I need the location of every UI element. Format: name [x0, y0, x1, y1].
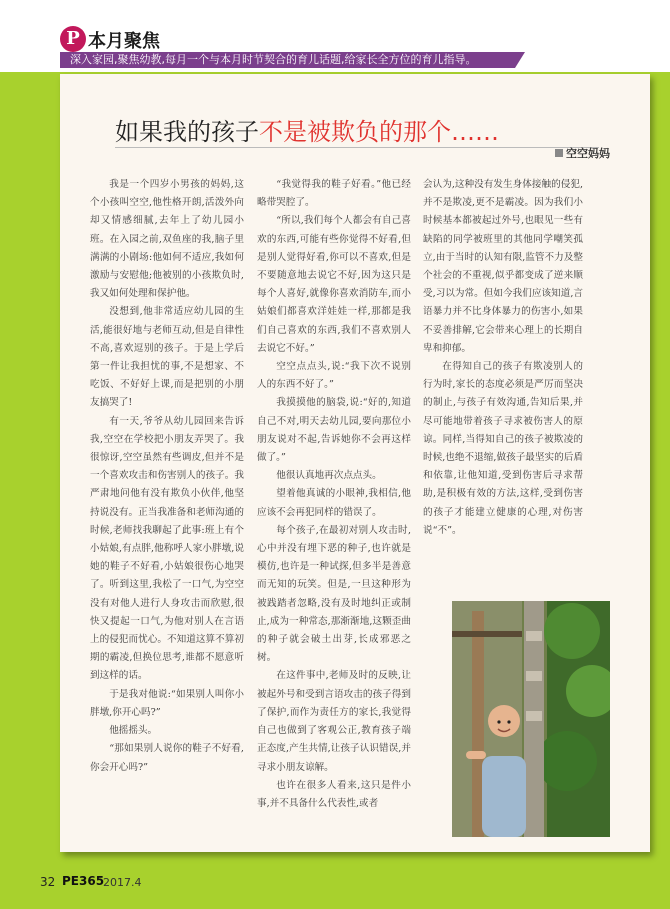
paragraph: 在这件事中,老师及时的反映,让被起外号和受到言语攻击的孩子得到了保护,而作为责任方的家长,我觉得自己也做到了客观公正,教育孩子端正态度,产生共情,让孩子认识错误,并寻求小朋友谅解。: [257, 670, 411, 773]
paragraph: 于是我对他说:“如果别人叫你小胖墩,你开心吗?”: [90, 688, 244, 718]
issue-date: 2017.4: [103, 876, 142, 889]
paragraph: 我是一个四岁小男孩的妈妈,这个小孩叫空空,他性格开朗,活泼外向却又情感细腻,去年上了幼儿园小班。在入园之前,双鱼座的我,脑子里满满的小剧场:他如何不适应,我如何激励与安慰他;他被别的小孩欺负时,我又如何处理和保护他。: [90, 179, 244, 300]
title-rule: [115, 147, 599, 148]
paragraph: “我觉得我的鞋子好看。”他已经略带哭腔了。: [257, 179, 411, 209]
paragraph: 每个孩子,在最初对别人攻击时,心中并没有埋下恶的种子,也许就是模仿,也许是一种试探,但多半是善意而无知的玩笑。但是,一旦这种形为被践踏者忽略,没有及时地纠正或制止,成为一种常态,那渐渐地,这颗歪曲的种子就会破土出芽,长成邪恶之树。: [257, 524, 411, 664]
paragraph: 我摸摸他的脑袋,说:“好的,知道自己不对,明天去幼儿园,要向那位小朋友说对不起,告诉她你不会再这样做了。”: [257, 397, 411, 464]
article-paper: [60, 74, 650, 852]
text-column-1: [90, 176, 244, 777]
section-title: 本月聚焦: [88, 31, 160, 52]
child-photo: [452, 601, 610, 837]
author-byline: [555, 145, 610, 161]
paragraph: 也许在很多人看来,这只是件小事,并不具备什么代表性,或者: [257, 779, 411, 809]
article-title: [115, 112, 499, 147]
page-header: [0, 0, 670, 72]
text-column-2: [257, 176, 411, 813]
title-highlight: 不是被欺负的那个……: [259, 118, 499, 146]
child-photo-illustration: [452, 601, 610, 837]
tagline-arrow: [515, 52, 525, 68]
magazine-name: PE365: [62, 874, 105, 888]
paragraph: 空空点点头,说:“我下次不说别人的东西不好了。”: [257, 361, 411, 391]
paragraph: 他很认真地再次点点头。: [276, 470, 382, 482]
text-column-3: [423, 176, 583, 540]
paragraph: 会认为,这种没有发生身体接触的侵犯,并不是欺凌,更不是霸凌。因为我们小时候基本都被起过外号,也眼见一些有缺陷的同学被班里的其他同学嘲笑孤立,由于当时的认知有限,监管不力及整个社会的不重视,似乎都变成了逆来顺受,习以为常。但如今我们应该知道,言语暴力并不比身体暴力的伤害小,如果不妥善排解,它会带来心理上的长期自卑和抑郁。: [423, 179, 583, 354]
paragraph: “所以,我们每个人都会有自己喜欢的东西,可能有些你觉得不好看,但是别人觉得好看,你可以不喜欢,但是不要随意地去说它不好,因为这只是每个人喜好,就像你喜欢消防车,而小姑娘们都喜欢洋娃娃一样,那都是我们自己喜欢的东西,我们不喜欢别人去说它不好。”: [257, 215, 411, 354]
paragraph: 他摇摇头。: [109, 725, 158, 737]
paragraph: 望着他真诚的小眼神,我相信,他应该不会再犯同样的错误了。: [257, 488, 411, 518]
author-name: 空空妈妈: [566, 147, 610, 160]
paragraph: 在得知自己的孩子有欺凌别人的行为时,家长的态度必须是严厉而坚决的制止,与孩子有效沟通,告知后果,并尽可能地带着孩子寻求被伤害人的原谅。同样,当得知自己的孩子被欺凌的时候,也绝不退缩,做孩子最坚实的后盾和依靠,让他知道,受到伤害后寻求帮助,是积极有效的方法,这样,受到伤害的孩子才能建立健康的心理,对伤害说“不”。: [423, 361, 583, 536]
paragraph: 没想到,他非常适应幼儿园的生活,能很好地与老师互动,但是自律性不高,喜欢逗别的孩子。于是上学后第一件让我担忧的事,不是想家、不吃饭、不好好上课,而是把别的小朋友搞哭了!: [90, 306, 244, 409]
paragraph: “那如果别人说你的鞋子不好看,你会开心吗?”: [90, 743, 244, 773]
title-prefix: 如果我的孩子: [115, 118, 259, 146]
author-square-icon: [555, 149, 563, 157]
page-number: 32: [40, 875, 56, 889]
section-logo: P: [60, 26, 86, 52]
section-tagline: 深入家园,聚焦幼教,每月一个与本月时节契合的育儿话题,给家长全方位的育儿指导。: [60, 52, 515, 68]
paragraph: 有一天,爷爷从幼儿园回来告诉我,空空在学校把小朋友弄哭了。我很惊讶,空空虽然有些调皮,但并不是一个喜欢攻击和伤害别人的孩子。我严肃地问他有没有欺负小伙伴,他坚持说没有。正当我准备和老师沟通的时候,老师找我聊起了此事:班上有个小姑娘,有点胖,他称呼人家小胖墩,说她的鞋子不好看,小姑娘很伤心地哭了。听到这里,我松了一口气,为空空没有对他人进行人身攻击而欣慰,很快又提起一口气,为他对别人在言语上的侵犯而忧心。不知道这算不算初期的霸凌,但换位思考,谁都不愿意听到这样的话。: [90, 415, 244, 682]
